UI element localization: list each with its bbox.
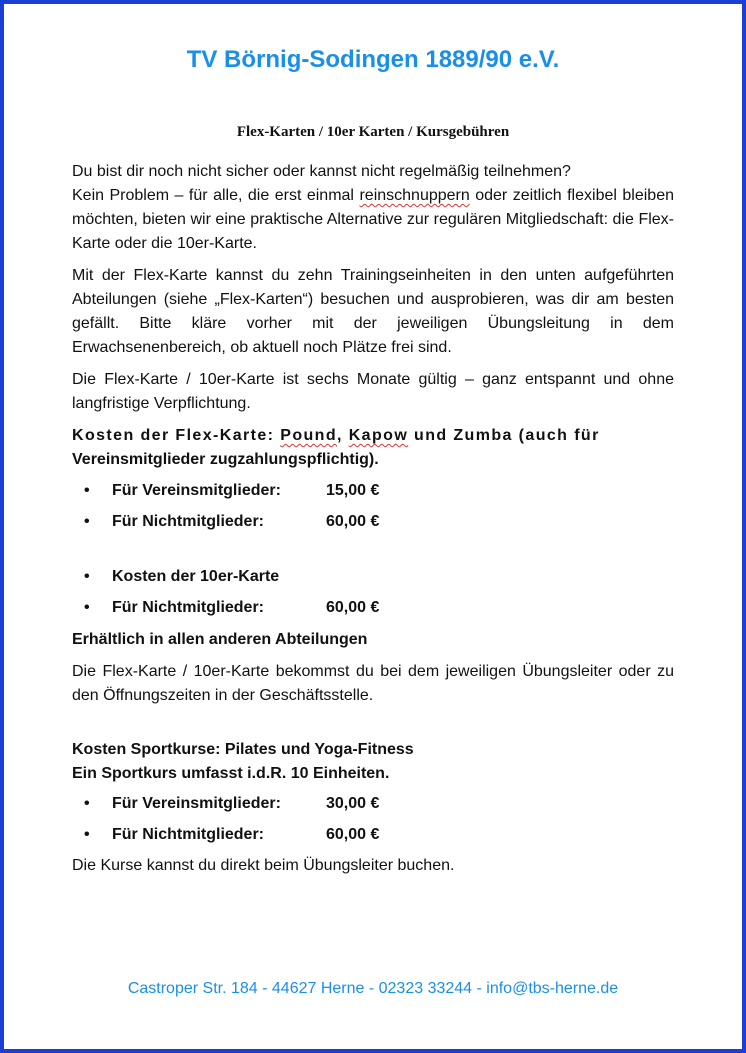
- list-item: • Für Nichtmitglieder: 60,00 €: [84, 599, 380, 616]
- list-item: • Für Nichtmitglieder: 60,00 €: [84, 826, 380, 843]
- purchase-paragraph: Die Flex-Karte / 10er-Karte bekommst du bei dem jeweiligen Übungsleiter oder zu den Öffnungszeiten in der Geschäftsstelle.: [72, 663, 674, 704]
- flex-costs-heading-line2: Vereinsmitglieder zugzahlungspflichtig).: [72, 451, 379, 468]
- intro-paragraph: Kein Problem – für alle, die erst einmal reinschnuppern oder zeitlich flexibel bleiben möchten, bieten wir eine praktische Alternative zur regulären Mitgliedschaft: die Flex-Karte oder die 10er-Karte.: [72, 187, 674, 252]
- courses-heading: Kosten Sportkurse: Pilates und Yoga-Fitness: [72, 741, 414, 758]
- intro-line1: Du bist dir noch nicht sicher oder kannst nicht regelmäßig teilnehmen?: [72, 163, 571, 180]
- footer-contact: Castroper Str. 184 - 44627 Herne - 02323 33244 - info@tbs-herne.de: [127, 980, 619, 997]
- courses-note: Die Kurse kannst du direkt beim Übungsleiter buchen.: [72, 857, 455, 874]
- list-item: • Kosten der 10er-Karte: [84, 568, 280, 585]
- page-subtitle: Flex-Karten / 10er Karten / Kursgebühren: [236, 124, 510, 140]
- flex-costs-heading: Kosten der Flex-Karte: Pound, Kapow und Zumba (auch für: [72, 427, 600, 444]
- availability-note: Erhältlich in allen anderen Abteilungen: [72, 631, 368, 648]
- flex-card-paragraph: Mit der Flex-Karte kannst du zehn Trainingseinheiten in den unten aufgeführten Abteilungen (siehe „Flex-Karten“) besuchen und ausprobieren, was dir am besten gefällt. Bitte kläre vorher mit der jeweiligen Übungsleitung in dem Erwachsenenbereich, ob aktuell noch Plätze frei sind.: [72, 267, 674, 356]
- validity-paragraph: Die Flex-Karte / 10er-Karte ist sechs Monate gültig – ganz entspannt und ohne langfristige Verpflichtung.: [72, 371, 674, 412]
- page-title: TV Börnig-Sodingen 1889/90 e.V.: [186, 46, 560, 73]
- spellcheck-word: reinschnuppern: [359, 187, 470, 204]
- list-item: • Für Vereinsmitglieder: 30,00 €: [84, 795, 380, 812]
- courses-subheading: Ein Sportkurs umfasst i.d.R. 10 Einheiten.: [72, 765, 390, 782]
- list-item: • Für Vereinsmitglieder: 15,00 €: [84, 482, 380, 499]
- list-item: • Für Nichtmitglieder: 60,00 €: [84, 513, 380, 530]
